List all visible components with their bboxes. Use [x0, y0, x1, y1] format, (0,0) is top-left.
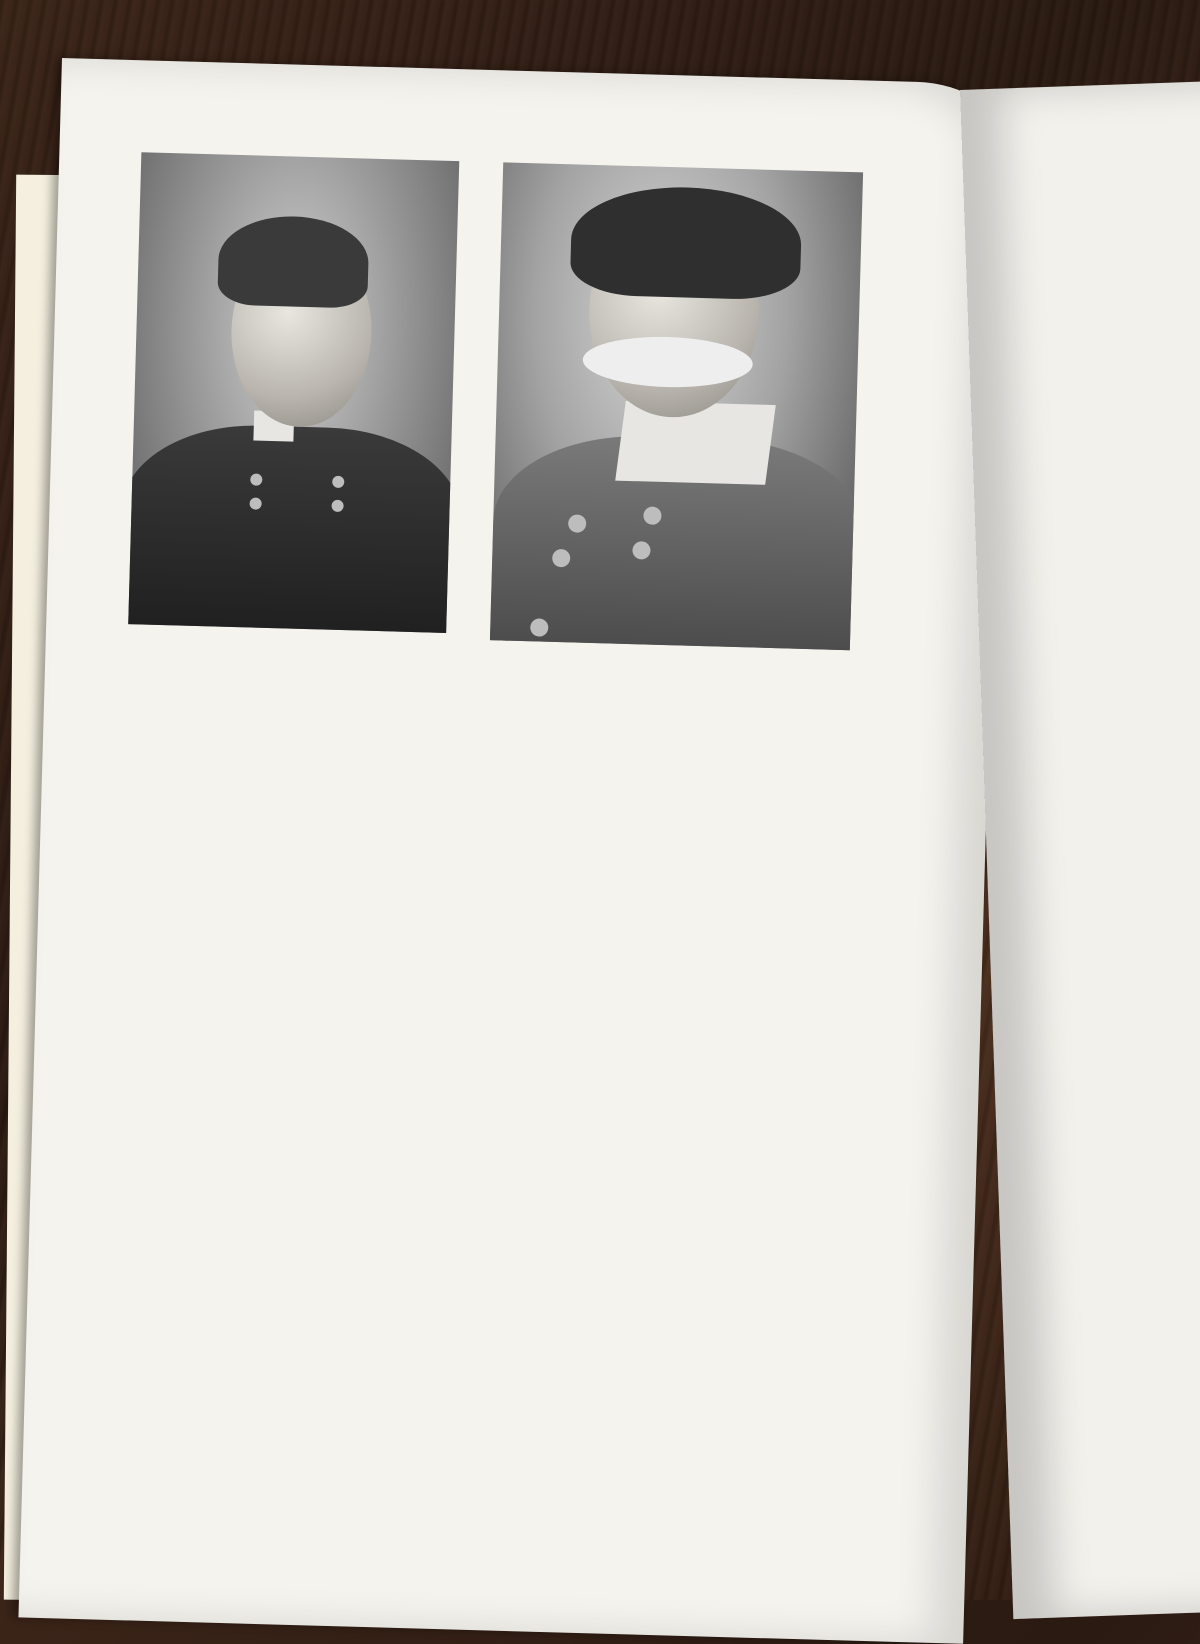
hair	[217, 214, 369, 308]
paragraph-1	[121, 800, 861, 821]
caption-right	[477, 682, 849, 692]
sibley-portrait-photo	[490, 162, 863, 650]
canby-portrait-photo	[128, 152, 459, 633]
hair	[570, 184, 803, 300]
paragraph-3	[121, 800, 861, 821]
left-book-page	[18, 58, 1006, 1644]
body-text	[121, 800, 861, 821]
coat	[128, 422, 459, 633]
paragraph-2	[121, 800, 861, 821]
caption-left	[127, 672, 445, 681]
